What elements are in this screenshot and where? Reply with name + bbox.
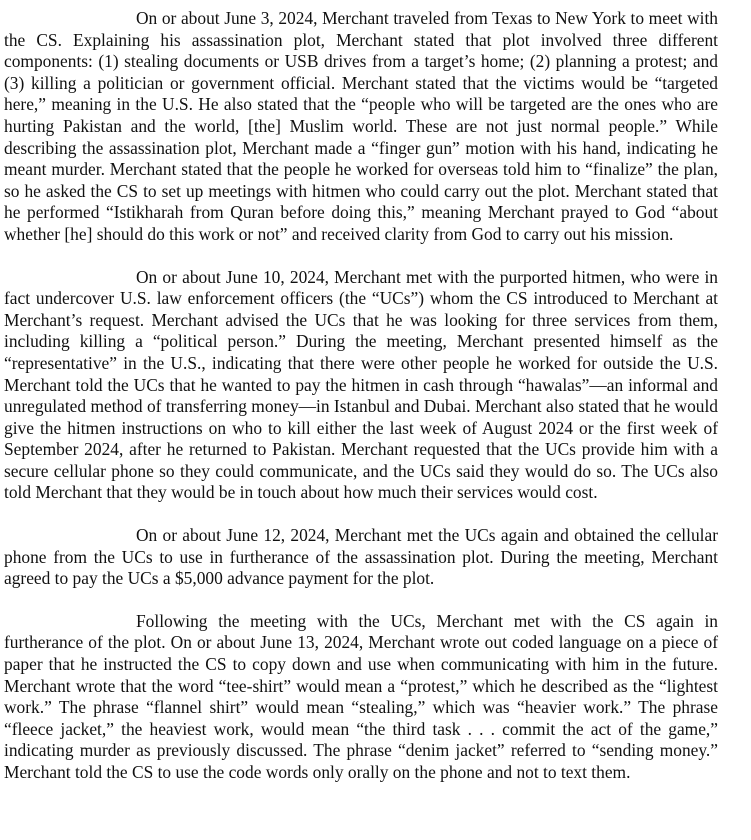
paragraph-4: Following the meeting with the UCs, Merchant met with the CS again in furtherance of the plot. On or about June 13, 2024, Merchant wrote out coded language on a piece of paper that he instructed the CS to copy down and use when communicating with him in the future. Merchant wrote that the word “tee-shirt” would mean a “protest,” which he described as the “lightest work.” The phrase “flannel shirt” would mean “stealing,” which was “heavier work.” The phrase “fleece jacket,” the heaviest work, would mean “the third task . . . commit the act of the game,” indicating murder as previously discussed. The phrase “denim jacket” referred to “sending money.” Merchant told the CS to use the code words only orally on the phone and not to text them. [4,610,718,782]
paragraph-3: On or about June 12, 2024, Merchant met the UCs again and obtained the cellular phone from the UCs to use in furtherance of the assassination plot. During the meeting, Merchant agreed to pay the UCs a $5,000 advance payment for the plot. [4,525,718,589]
paragraph-2: On or about June 10, 2024, Merchant met with the purported hitmen, who were in fact undercover U.S. law enforcement officers (the “UCs”) whom the CS introduced to Merchant at Merchant’s request. Merchant advised the UCs that he was looking for three services from them, including killing a “political person.” During the meeting, Merchant presented himself as the “representative” in the U.S., indicating that there were other people he worked for outside the U.S. Merchant told the UCs that he wanted to pay the hitmen in cash through “hawalas”—an informal and unregulated method of transferring money—in Istanbul and Dubai. Merchant also stated that he would give the hitmen instructions on who to kill either the last week of August 2024 or the first week of September 2024, after he returned to Pakistan. Merchant requested that the UCs provide him with a secure cellular phone so they could communicate, and the UCs said they would do so. The UCs also told Merchant that they would be in touch about how much their services would cost. [4,266,718,503]
document-page [4,8,718,784]
paragraph-1: On or about June 3, 2024, Merchant traveled from Texas to New York to meet with the CS. Explaining his assassination plot, Merchant stated that plot involved three different components: (1) stealing documents or USB drives from a target’s home; (2) planning a protest; and (3) killing a politician or government official. Merchant stated that the victims would be “targeted here,” meaning in the U.S. He also stated that the “people who will be targeted are the ones who are hurting Pakistan and the world, [the] Muslim world. These are not just normal people.” While describing the assassination plot, Merchant made a “finger gun” motion with his hand, indicating he meant murder. Merchant stated that the people he worked for overseas told him to “finalize” the plan, so he asked the CS to set up meetings with hitmen who could carry out the plot. Merchant stated that he performed “Istikharah from Quran before doing this,” meaning Merchant prayed to God “about whether [he] should do this work or not” and received clarity from God to carry out his mission. [4,8,718,244]
